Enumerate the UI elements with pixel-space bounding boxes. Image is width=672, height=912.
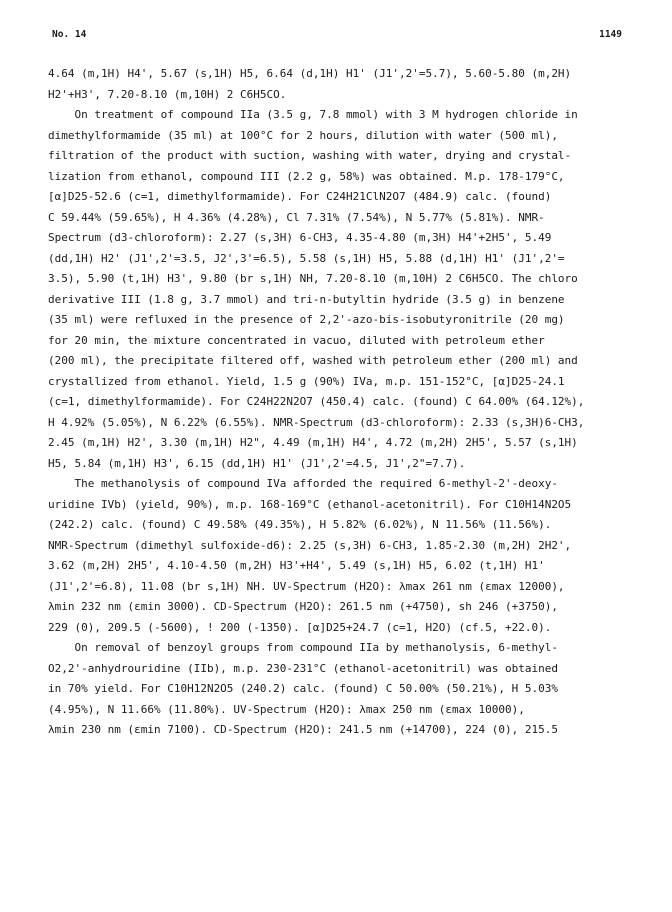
text-line: H 4.92% (5.05%), N 6.22% (6.55%). NMR-Spectrum (d3-chloroform): 2.33 (s,3H)6-CH3, — [48, 415, 585, 429]
text-line: 4.64 (m,1H) H4', 5.67 (s,1H) H5, 6.64 (d,1H) H1' (J1',2'=5.7), 5.60-5.80 (m,2H) — [48, 67, 572, 80]
text-line: (c=1, dimethylformamide). For C24H22N2O7 (450.4) calc. (found) C 64.00% (64.12%), — [48, 395, 585, 408]
text-line: O2,2'-anhydrouridine (IIb), m.p. 230-231°C (ethanol-acetonitril) was obtained — [48, 661, 558, 675]
page-number: 1149 — [599, 29, 622, 40]
text-line: The methanolysis of compound IVa afforded the required 6-methyl-2'-deoxy- — [48, 477, 558, 490]
text-line: uridine IVb) (yield, 90%), m.p. 168-169°C (ethanol-acetonitril). For C10H14N2O5 — [48, 497, 572, 511]
text-line: for 20 min, the mixture concentrated in vacuo, diluted with petroleum ether — [48, 333, 545, 347]
text-line: 2.45 (m,1H) H2', 3.30 (m,1H) H2", 4.49 (m,1H) H4', 4.72 (m,2H) 2H5', 5.57 (s,1H) — [48, 436, 578, 449]
text-line: in 70% yield. For C10H12N2O5 (240.2) calc. (found) C 50.00% (50.21%), H 5.03% — [48, 682, 558, 695]
text-line: 3.5), 5.90 (t,1H) H3', 9.80 (br s,1H) NH, 7.20-8.10 (m,10H) 2 C6H5CO. The chloro — [48, 272, 578, 285]
text-line: (200 ml), the precipitate filtered off, washed with petroleum ether (200 ml) and — [48, 354, 578, 367]
text-line: λmin 230 nm (εmin 7100). CD-Spectrum (H2O): 241.5 nm (+14700), 224 (0), 215.5 — [48, 723, 558, 736]
text-line: (242.2) calc. (found) C 49.58% (49.35%), H 5.82% (6.02%), N 11.56% (11.56%). — [48, 518, 552, 531]
text-line: dimethylformamide (35 ml) at 100°C for 2 hours, dilution with water (500 ml), — [48, 128, 558, 142]
page-header — [52, 29, 622, 43]
text-line: H5, 5.84 (m,1H) H3', 6.15 (dd,1H) H1' (J1',2'=4.5, J1',2"=7.7). — [48, 456, 466, 470]
text-line: λmin 232 nm (εmin 3000). CD-Spectrum (H2O): 261.5 nm (+4750), sh 246 (+3750), — [48, 600, 558, 613]
text-line: (dd,1H) H2' (J1',2'=3.5, J2',3'=6.5), 5.58 (s,1H) H5, 5.88 (d,1H) H1' (J1',2'= — [48, 251, 565, 265]
text-line: On removal of benzoyl groups from compound IIa by methanolysis, 6-methyl- — [48, 641, 558, 654]
text-line: Spectrum (d3-chloroform): 2.27 (s,3H) 6-CH3, 4.35-4.80 (m,3H) H4'+2H5', 5.49 — [48, 231, 552, 244]
body-text — [48, 64, 628, 741]
text-line: [α]D25-52.6 (c=1, dimethylformamide). For C24H21ClN2O7 (484.9) calc. (found) — [48, 190, 552, 203]
text-line: crystallized from ethanol. Yield, 1.5 g (90%) IVa, m.p. 151-152°C, [α]D25-24.1 — [48, 374, 565, 388]
text-line: H2'+H3', 7.20-8.10 (m,10H) 2 C6H5CO. — [48, 87, 287, 101]
text-line: NMR-Spectrum (dimethyl sulfoxide-d6): 2.25 (s,3H) 6-CH3, 1.85-2.30 (m,2H) 2H2', — [48, 538, 572, 552]
text-line: On treatment of compound IIa (3.5 g, 7.8 mmol) with 3 M hydrogen chloride in — [48, 108, 578, 121]
text-line: (35 ml) were refluxed in the presence of 2,2'-azo-bis-isobutyronitrile (20 mg) — [48, 313, 565, 326]
text-line: 3.62 (m,2H) 2H5', 4.10-4.50 (m,2H) H3'+H4', 5.49 (s,1H) H5, 6.02 (t,1H) H1' — [48, 559, 545, 572]
journal-issue: No. 14 — [52, 29, 87, 40]
text-line: 229 (0), 209.5 (-5600), ! 200 (-1350). [α]D25+24.7 (c=1, H2O) (cf.5, +22.0). — [48, 620, 552, 634]
text-line: (J1',2'=6.8), 11.08 (br s,1H) NH. UV-Spectrum (H2O): λmax 261 nm (εmax 12000), — [48, 579, 565, 593]
text-line: filtration of the product with suction, washing with water, drying and crystal- — [48, 149, 572, 162]
text-line: (4.95%), N 11.66% (11.80%). UV-Spectrum (H2O): λmax 250 nm (εmax 10000), — [48, 702, 525, 716]
text-line: lization from ethanol, compound III (2.2 g, 58%) was obtained. M.p. 178-179°C, — [48, 169, 565, 183]
text-line: C 59.44% (59.65%), H 4.36% (4.28%), Cl 7.31% (7.54%), N 5.77% (5.81%). NMR- — [48, 210, 545, 224]
text-line: derivative III (1.8 g, 3.7 mmol) and tri-n-butyltin hydride (3.5 g) in benzene — [48, 292, 565, 306]
